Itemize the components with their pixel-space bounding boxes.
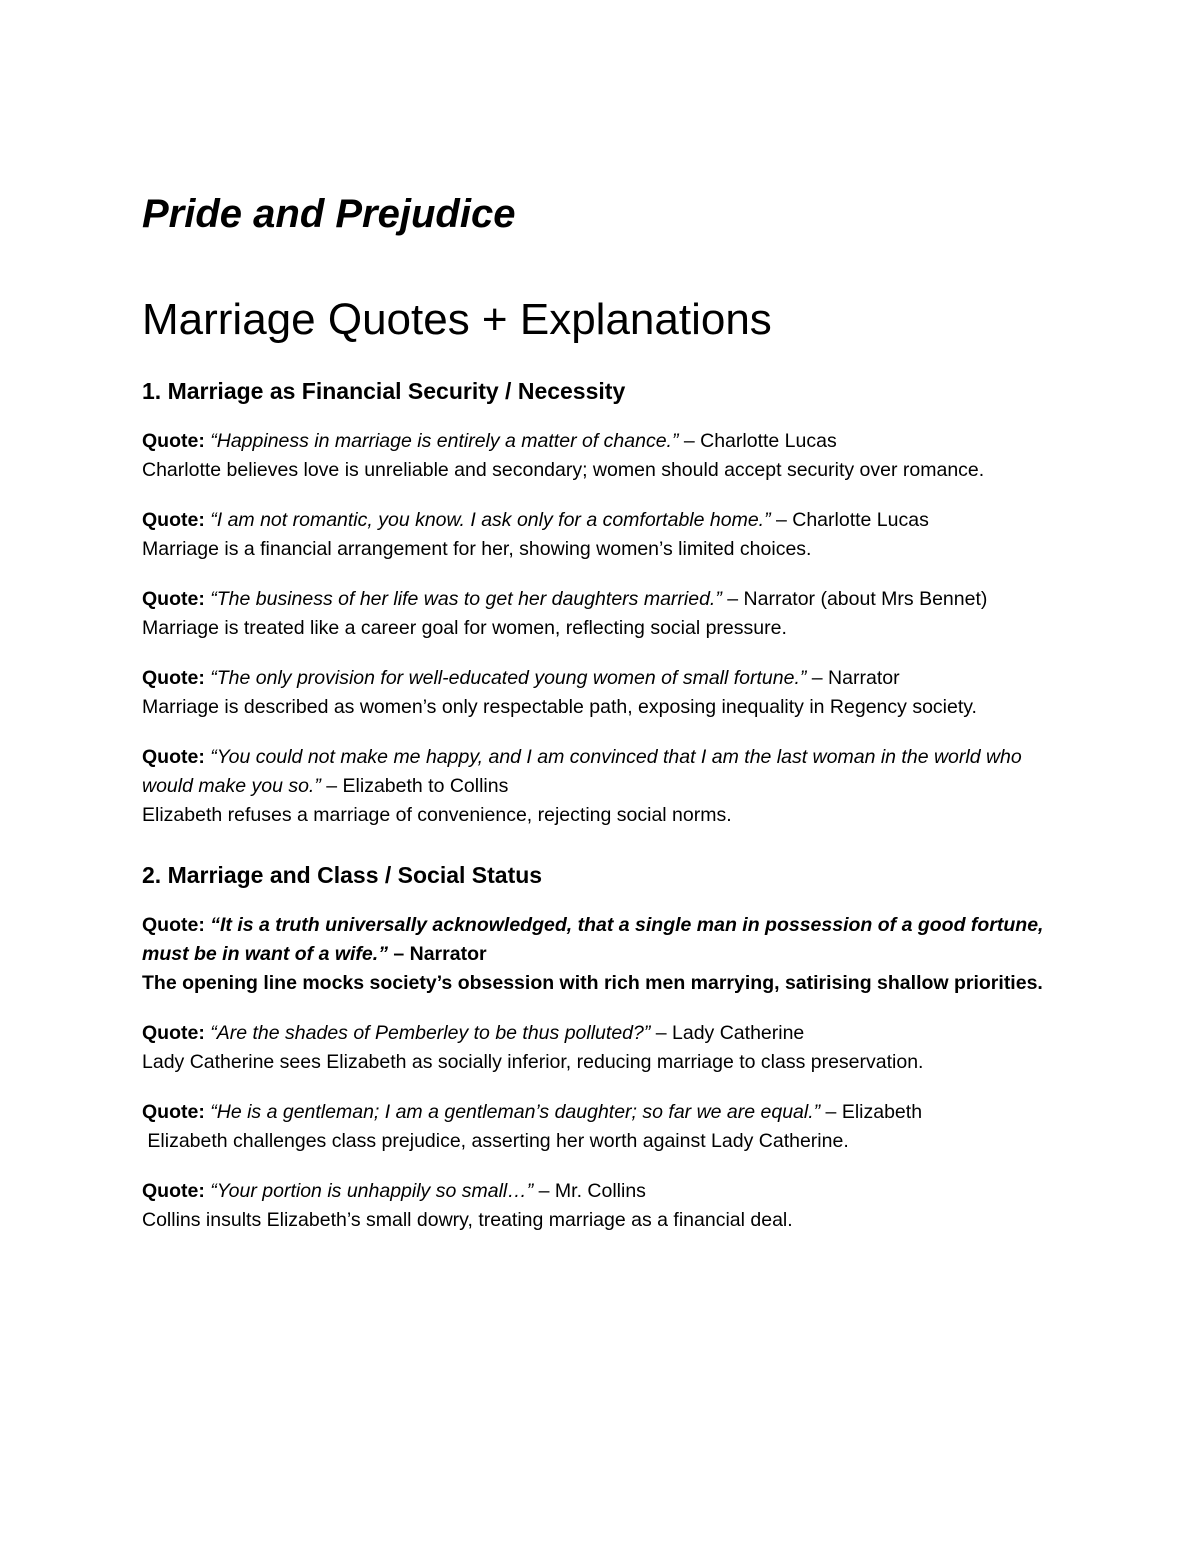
quote-entry [142,1098,1062,1156]
quote-text: “The only provision for well-educated young women of small fortune.” [210,667,807,689]
quote-line [142,1177,1062,1206]
quote-explanation: Marriage is treated like a career goal for women, reflecting social pressure. [142,617,787,639]
quote-entry [142,585,1062,643]
quote-label: Quote: [142,1180,205,1202]
quote-attribution: – Elizabeth to Collins [320,775,509,797]
quote-attribution: – Elizabeth [820,1101,923,1123]
quote-line [142,1098,1062,1127]
document-page [142,190,1062,1235]
quote-label: Quote: [142,667,205,689]
quote-line [142,585,1062,614]
quote-entry [142,1019,1062,1077]
quote-entry [142,911,1062,998]
quote-line [142,743,1062,801]
quote-attribution: – Narrator [806,667,900,689]
quote-line [142,1019,1062,1048]
quote-attribution: – Charlotte Lucas [678,430,837,452]
quote-label: Quote: [142,746,205,768]
quote-explanation: Collins insults Elizabeth’s small dowry, treating marriage as a financial deal. [142,1209,793,1231]
quote-text: “Happiness in marriage is entirely a matter of chance.” [210,430,679,452]
quote-entry [142,506,1062,564]
quote-text: “Your portion is unhappily so small…” [210,1180,534,1202]
quote-explanation: Marriage is a financial arrangement for her, showing women’s limited choices. [142,538,812,560]
section-heading-class-status: 2. Marriage and Class / Social Status [142,862,543,888]
quote-attribution: – Charlotte Lucas [770,509,929,531]
quote-label: Quote: [142,1022,205,1044]
quote-entry [142,1177,1062,1235]
section-heading-financial-security: 1. Marriage as Financial Security / Necessity [142,378,626,404]
quote-line [142,911,1062,969]
quote-line [142,506,1062,535]
quote-text: “It is a truth universally acknowledged, that a single man in possession of a good fortune, must be in want of a wife.” [142,914,1044,965]
quote-text: “The business of her life was to get her daughters married.” [210,588,722,610]
quote-text: “You could not make me happy, and I am convinced that I am the last woman in the world who would make you so.” [142,746,1022,797]
quote-label: Quote: [142,430,205,452]
quote-attribution: – Mr. Collins [533,1180,646,1202]
quote-text: “I am not romantic, you know. I ask only for a comfortable home.” [210,509,771,531]
quote-explanation: The opening line mocks society’s obsession with rich men marrying, satirising shallow priorities. [142,972,1043,994]
quote-entry [142,664,1062,722]
document-subtitle: Marriage Quotes + Explanations [142,295,772,344]
quote-attribution: – Narrator [387,943,487,965]
quote-attribution: – Lady Catherine [650,1022,805,1044]
quote-explanation: Elizabeth challenges class prejudice, asserting her worth against Lady Catherine. [142,1130,849,1152]
quote-label: Quote: [142,588,205,610]
quote-attribution: – Narrator (about Mrs Bennet) [721,588,988,610]
quote-text: “He is a gentleman; I am a gentleman’s daughter; so far we are equal.” [210,1101,821,1123]
quote-label: Quote: [142,509,205,531]
quote-text: “Are the shades of Pemberley to be thus polluted?” [210,1022,651,1044]
quote-explanation: Elizabeth refuses a marriage of convenience, rejecting social norms. [142,804,732,826]
quote-line [142,664,1062,693]
quote-label: Quote: [142,1101,205,1123]
document-title: Pride and Prejudice [142,192,516,236]
quote-entry [142,427,1062,485]
quote-explanation: Marriage is described as women’s only respectable path, exposing inequality in Regency society. [142,696,977,718]
quote-entry [142,743,1062,830]
quote-explanation: Charlotte believes love is unreliable and secondary; women should accept security over romance. [142,459,985,481]
quote-line [142,427,1062,456]
quote-label: Quote: [142,914,205,936]
quote-explanation: Lady Catherine sees Elizabeth as socially inferior, reducing marriage to class preservation. [142,1051,924,1073]
